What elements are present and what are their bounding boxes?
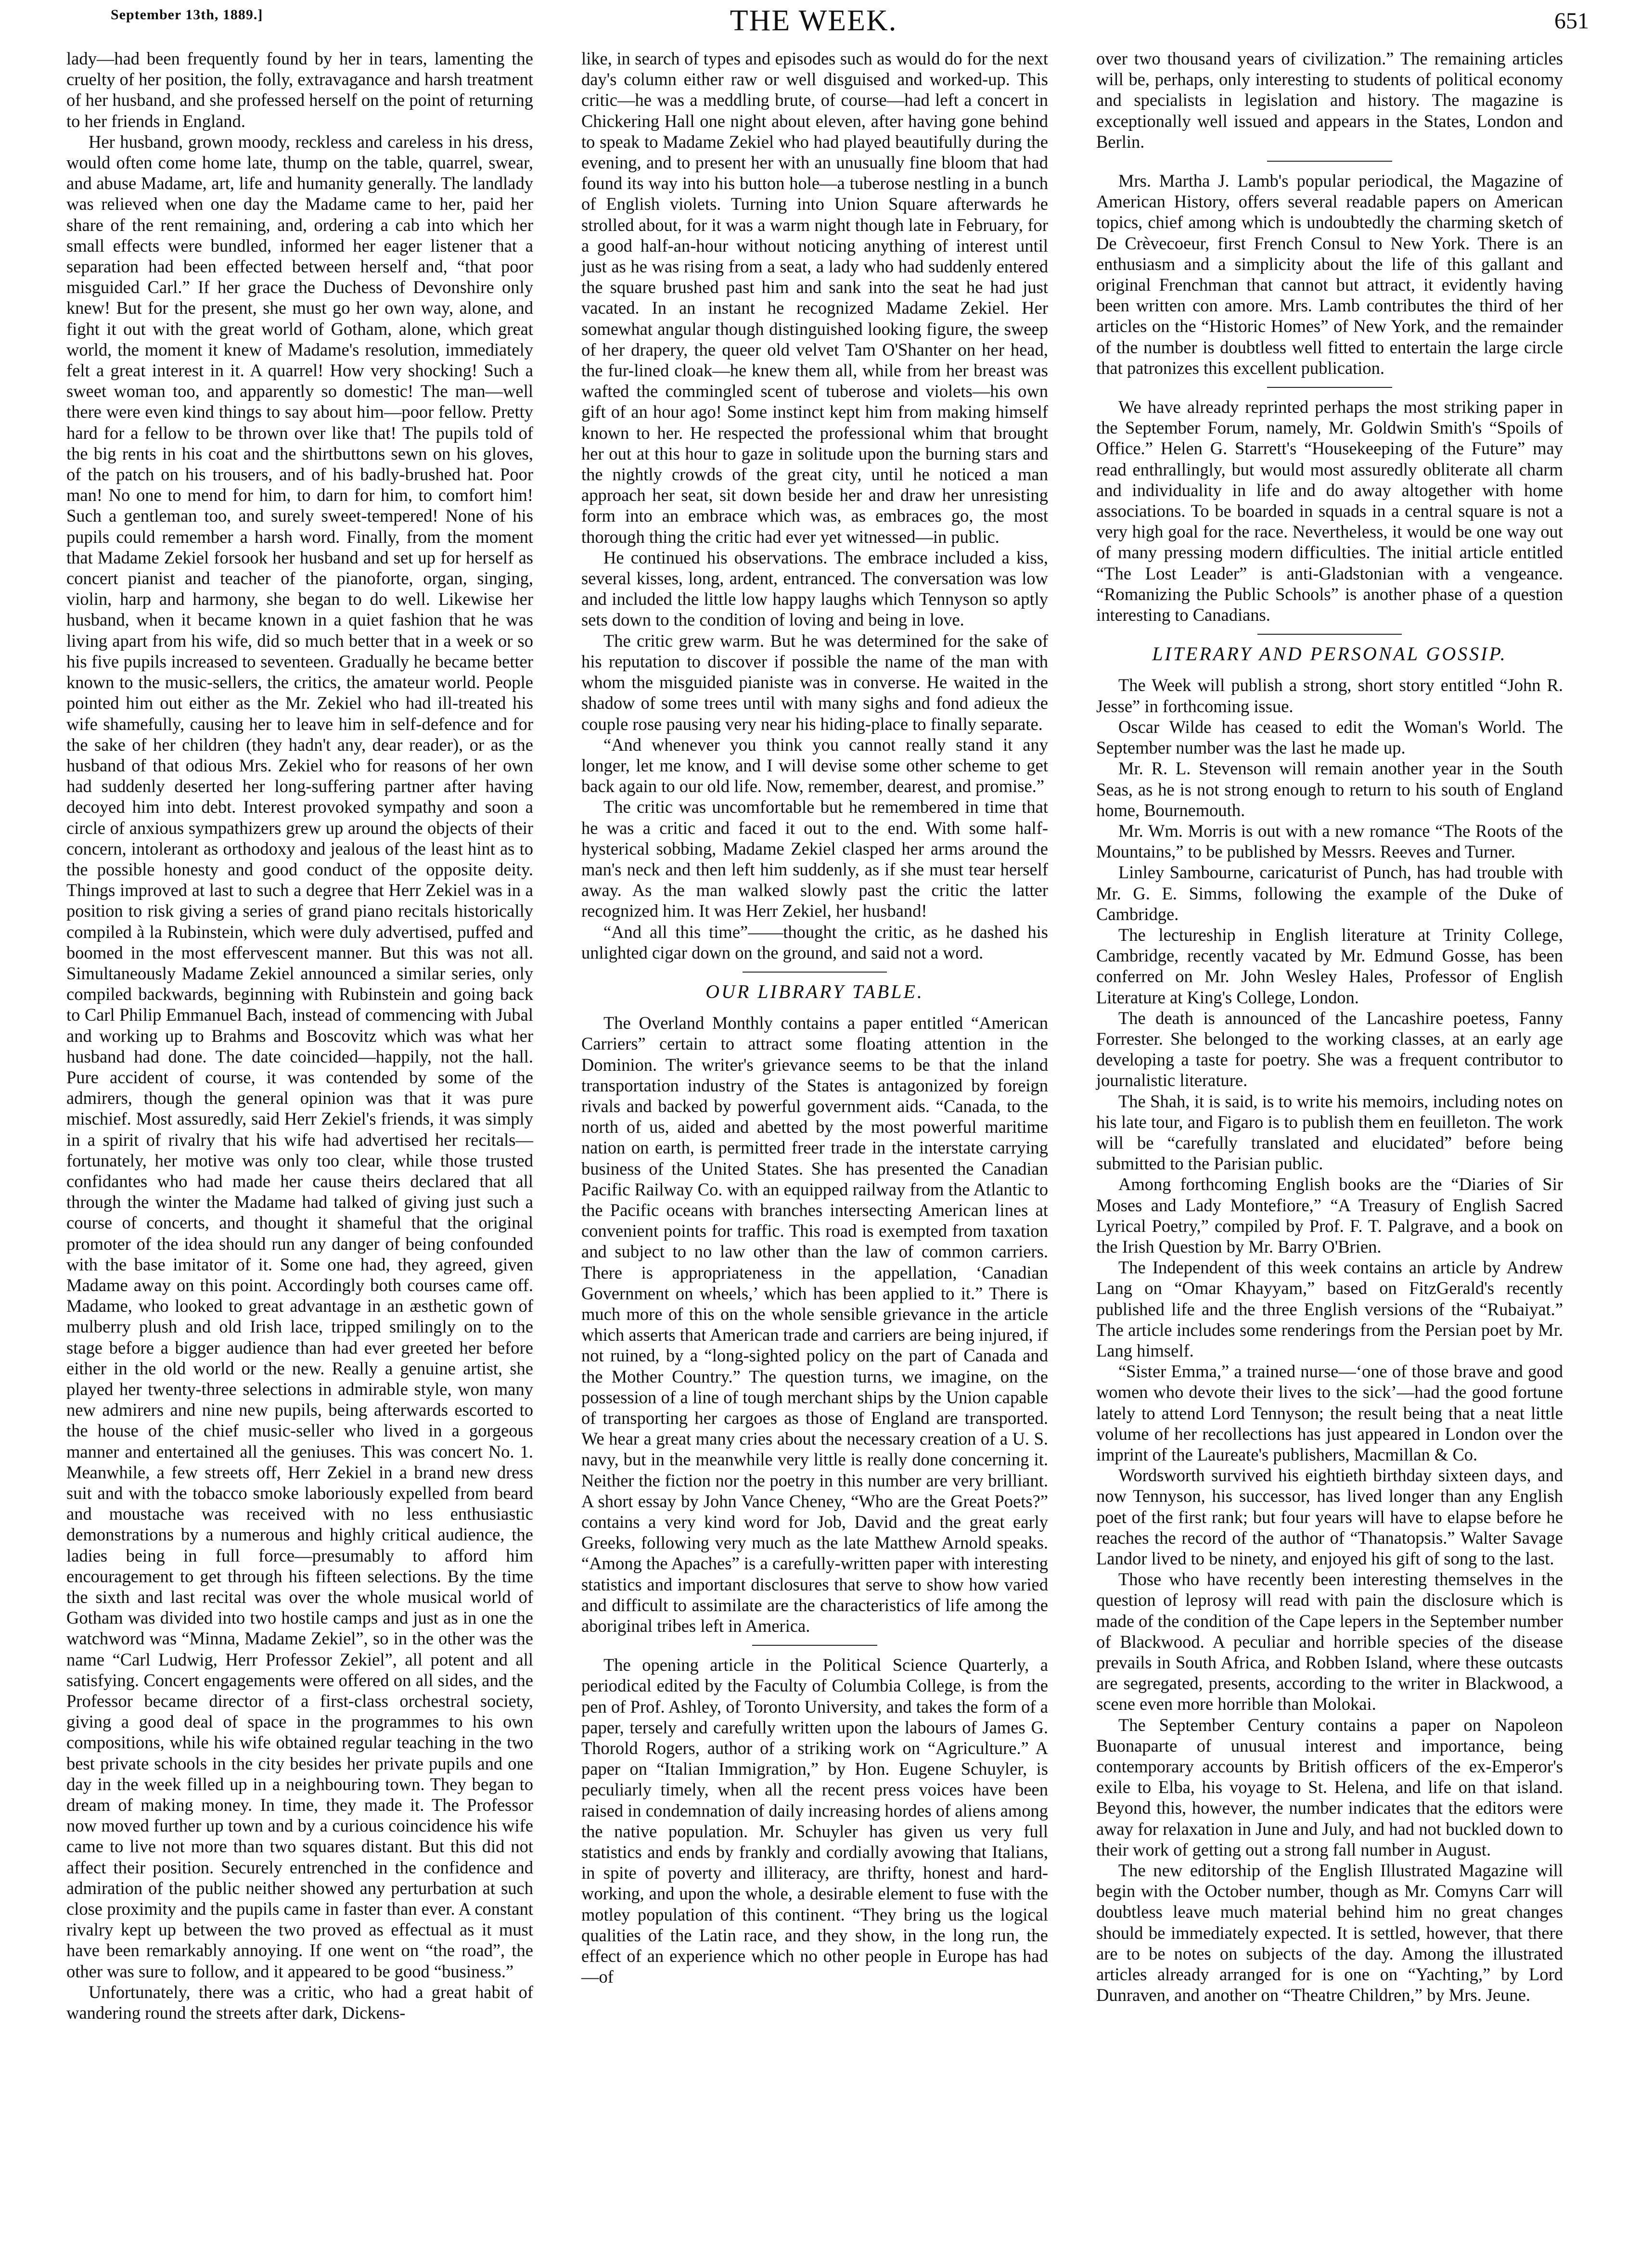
story-paragraph: “And whenever you think you cannot really stand it any longer, let me know, and I will devise some other scheme to get back again to our old life. Now, remember, dearest, and promise.” [581,734,1048,796]
gossip-heading: LITERARY AND PERSONAL GOSSIP. [1152,643,1507,665]
review-paragraph: We have already reprinted perhaps the most striking paper in the September Forum, namely, Mr. Goldwin Smith's “Spoils of Office.” Helen G. Starrett's “Housekeeping of the Future” may read enthrallingly, but would most assuredly obliterate all charm and individuality in life and do away altogether with home associations. To be boarded in squads in a central square is not a very high goal for the race. Nevertheless, it would be one way out of many pressing modern difficulties. The initial article entitled “The Lost Leader” is anti-Gladstonian with a vengeance. “Romanizing the Public Schools” is another phase of a question interesting to Canadians. [1096,397,1563,625]
story-paragraph: Unfortunately, there was a critic, who had a great habit of wandering round the streets after dark, Dickens- [66,1982,533,2023]
section-divider [1257,634,1402,635]
gossip-item: Mr. Wm. Morris is out with a new romance “The Roots of the Mountains,” to be published by Messrs. Reeves and Turner. [1096,820,1563,862]
story-paragraph: Her husband, grown moody, reckless and careless in his dress, would often come home late, thump on the table, quarrel, swear, and abuse Madame, art, life and humanity generally. The landlady was relieved when one day the Madame came to her, paid her share of the rent remaining, and, ordering a cab into which her small effects were bundled, informed her eager listener that a separation had been effected between herself and, “that poor misguided Carl.” If her grace the Duchess of Devonshire only knew! But for the present, she must go her own way, alone, and fight it out with the great world of Gotham, alone, which great world, the moment it knew of Madame's resolution, immediately felt a great interest in it. A quarrel! How very shocking! Such a sweet woman too, and apparently so domestic! The man—well there were even kind things to say about him—poor fellow. Pretty hard for a fellow to be thrown over like that! The pupils told of the big rents in his coat and the shirtbuttons sewn on his gloves, of the patch on his trousers, and of his badly-brushed hat. Poor man! No one to mend for him, to darn for him, to comfort him! Such a gentleman too, and surely sweet-tempered! None of his pupils could remember a harsh word. Finally, from the moment that Madame Zekiel forsook her husband and set up for herself as concert pianist and teacher of the pianoforte, organ, singing, violin, harp and harmony, she began to do well. Likewise her husband, when it became known in a quiet fashion that he was living apart from his wife, did so much better that in a week or so his five pupils increased to seventeen. Gradually he became better known to the music-sellers, the critics, the amateur world. People pointed him out either as the Mr. Zekiel who had ill-treated his wife shamefully, causing her to leave him in self-defence and for the sake of her children (they hadn't any, dear reader), or as the husband of that odious Mrs. Zekiel who for reasons of her own had suddenly deserted her long-suffering partner after having decoyed him into debt. Interest provoked sympathy and soon a circle of anxious sympathizers grew up around the objects of their concern, intolerant as orthodoxy and jealous of the least hint as to the possible honesty and good conduct of the opposite deity. Things improved at last to such a degree that Herr Zekiel was in a position to risk giving a series of grand piano recitals historically compiled à la Rubinstein, which were duly advertised, puffed and boomed in the most effervescent manner. But this was not all. Simultaneously Madame Zekiel announced a similar series, only compiled backwards, beginning with Rubinstein and going back to Carl Philip Emmanuel Bach, instead of commencing with Jubal and working up to Brahms and Boscovitz which was what her husband had done. The date coincided—happily, not the hall. Pure accident of course, it was contended by some of the admirers, though the general opinion was that it was pure mischief. Most assuredly, said Herr Zekiel's friends, it was simply in a spirit of rivalry that his wife had advertised her recitals—fortunately, her motive was only too clear, while those trusted confidantes who had made her cause theirs declared that all through the winter the Madame had talked of giving just such a course of concerts, and thought it shameful that the original promoter of the idea should run any danger of being confounded with the base imitator of it. Some one had, they agreed, given Madame away on this point. Accordingly both courses came off. Madame, who looked to great advantage in an æsthetic gown of mulberry plush and old Irish lace, tripped smilingly on to the stage before a bigger audience than had ever greeted her before either in the old world or the new. Really a genuine artist, she played her twenty-three selections in admirable style, won many new admirers and nine new pupils, being afterwards escorted to the house of the chief music-seller who lived in a gorgeous manner and entertained all the geniuses. This was concert No. 1. Meanwhile, a few streets off, Herr Zekiel in a brand new dress suit and with the tobacco smoke laboriously expelled from beard and moustache was received with no less enthusiastic demonstrations by a numerous and highly critical audience, the ladies being in full force—presumably to afford him encouragement to get through his fifteen selections. By the time the sixth and last recital was over the whole musical world of Gotham was divided into two hostile camps and just as in one the watchword was “Minna, Madame Zekiel”, so in the other was the name “Carl Ludwig, Herr Professor Zekiel”, all potent and all satisfying. Concert engagements were offered on all sides, and the Professor became director of a first-class orchestral society, giving a good deal of space in the programmes to his own compositions, while his wife obtained regular teaching in the two best private schools in the city besides her private pupils and one day in the week filled up in a neighbouring town. They began to dream of making money. In time, they made it. The Professor now moved further up town and by a curious coincidence his wife came to live not more than two squares distant. But this did not affect their position. Securely entrenched in the confidence and admiration of the public neither showed any perturbation at such close proximity and the pupils came in faster than ever. A constant rivalry kept up between the two proved as effectual as it must have been remarkably annoying. If one went on “the road”, the other was sure to follow, and it appeared to be good “business.” [66,131,533,1981]
masthead-title: THE WEEK. [730,4,897,37]
issue-date: September 13th, 1889.] [111,7,263,23]
gossip-item: Oscar Wilde has ceased to edit the Woman's World. The September number was the last he made up. [1096,717,1563,758]
gossip-item: The Shah, it is said, is to write his memoirs, including notes on his late tour, and Figaro is to publish them en feuilleton. The work will be “carefully translated and elucidated” before being submitted to the Parisian public. [1096,1091,1563,1174]
gossip-item: The Independent of this week contains an article by Andrew Lang on “Omar Khayyam,” based on FitzGerald's recently published life and the three English versions of the “Rubaiyat.” The article includes some renderings from the Persian poet by Mr. Lang himself. [1096,1257,1563,1360]
gossip-item: Wordsworth survived his eightieth birthday sixteen days, and now Tennyson, his successor, has lived longer than any English poet of the first rank; but four years will have to elapse before he reaches the record of the author of “Thanatopsis.” Walter Savage Landor lived to be ninety, and enjoyed his gift of song to the last. [1096,1465,1563,1569]
gossip-item: Mr. R. L. Stevenson will remain another year in the South Seas, as he is not strong enough to return to his south of England home, Bournemouth. [1096,758,1563,820]
story-paragraph: like, in search of types and episodes such as would do for the next day's column either raw or well disguised and worked-up. This critic—he was a meddling brute, of course—had left a concert in Chickering Hall one night about eleven, after having gone behind to speak to Madame Zekiel who had played beautifully during the evening, and to present her with an unusually fine bloom that had found its way into his button hole—a tuberose nestling in a bunch of English violets. Turning into Union Square afterwards he strolled about, for it was a warm night though late in February, for a good half-an-hour without noticing anything of interest until just as he was rising from a seat, a lady who had suddenly entered the square brushed past him and sank into the seat he had just vacated. In an instant he recognized Madame Zekiel. Her somewhat angular though distinguished looking figure, the sweep of her drapery, the queer old velvet Tam O'Shanter on her head, the fur-lined cloak—he knew them all, while from her breast was wafted the commingled scent of tuberose and violets—his own gift of an hour ago! Some instinct kept him from making himself known to her. He respected the professional whim that brought her out at this hour to gaze in solitude upon the burning stars and the nightly crowds of the great city, until he noticed a man approach her seat, sit down beside her and draw her unresisting form into an embrace which was, as embraces go, the most thorough thing the critic had ever yet witnessed—in public. [581,49,1048,547]
story-paragraph: “And all this time”——thought the critic, as he dashed his unlighted cigar down on the ground, and said not a word. [581,922,1048,962]
gossip-item: Linley Sambourne, caricaturist of Punch, has had trouble with Mr. G. E. Simms, following the example of the Duke of Cambridge. [1096,862,1563,924]
gossip-item: The Week will publish a strong, short story entitled “John R. Jesse” in forthcoming issue. [1096,675,1563,716]
gossip-item: “Sister Emma,” a trained nurse—‘one of those brave and good women who devote their lives to the sick’—had the good fortune lately to attend Lord Tennyson; the result being that a neat little volume of her recollections has just appeared in London over the imprint of the Laureate's publishers, Macmillan & Co. [1096,1361,1563,1464]
review-paragraph: The opening article in the Political Science Quarterly, a periodical edited by the Faculty of Columbia College, is from the pen of Prof. Ashley, of Toronto University, and takes the form of a paper, tersely and carefully written upon the labours of James G. Thorold Rogers, author of a striking work on “Agriculture.” A paper on “Italian Immigration,” by Hon. Eugene Schuyler, is peculiarly timely, when all the recent press voices have been raised in condemnation of daily increasing hordes of aliens among the native population. Mr. Schuyler has given us very full statistics and ends by frankly and cordially avowing that Italians, in spite of poverty and illiteracy, are thrifty, honest and hard-working, and upon the whole, a desirable element to fuse with the motley population of this continent. “They bring us the logical qualities of the Latin race, and they show, in the long run, the effect of an experience which no other people in Europe has had—of [581,1655,1049,1987]
column-2 [581,48,1048,1987]
page-number: 651 [1554,8,1589,34]
gossip-item: The new editorship of the English Illustrated Magazine will begin with the October number, though as Mr. Comyns Carr will doubtless leave much material behind him no great changes should be immediately expected. It is settled, however, that there are to be notes on subjects of the day. Among the illustrated articles already arranged for is one on “Yachting,” by Lord Dunraven, and another on “Theatre Children,” by Mrs. Jeune. [1096,1860,1563,2005]
gossip-item: Among forthcoming English books are the “Diaries of Sir Moses and Lady Montefiore,” “A Treasury of English Sacred Lyrical Poetry,” compiled by Prof. F. T. Palgrave, and a book on the Irish Question by Mr. Barry O'Brien. [1096,1174,1563,1256]
column-1 [66,48,533,2023]
gossip-item: The September Century contains a paper on Napoleon Buonaparte of unusual interest and importance, being contemporary accounts by British officers of the ex-Emperor's exile to Elba, his voyage to St. Helena, and life on that island. Beyond this, however, the number indicates that the editors were away for relaxation in June and July, and had not buckled down to their work of getting out a strong fall number in August. [1096,1715,1563,1859]
column-3 [1096,48,1563,2005]
review-paragraph: The Overland Monthly contains a paper entitled “American Carriers” certain to attract some floating attention in the Dominion. The writer's grievance seems to be that the inland transportation industry of the States is antagonized by foreign rivals and backed by powerful government aids. “Canada, to the north of us, aided and abetted by the most powerful maritime nation on earth, is permitted freer trade in the interstate carrying business of the United States. She has presented the Canadian Pacific Railway Co. with an equipped railway from the Atlantic to the Pacific oceans with branches intersecting American lines at convenient points for traffic. This road is exempted from taxation and subject to no law other than the law of common carriers. There is appropriateness in the appellation, ‘Canadian Government on wheels,’ which has been applied to it.” There is much more of this on the whole sensible grievance in the article which asserts that American trade and carriers are being injured, if not ruined, by a “long-sighted policy on the part of Canada and the Mother Country.” The question turns, we imagine, on the possession of a line of tough merchant ships by the Union capable of transporting her cargoes as those of England are transported. We hear a great many cries about the necessary creation of a U. S. navy, but in the meanwhile very little is really done concerning it. Neither the fiction nor the poetry in this number are very brilliant. A short essay by John Vance Cheney, “Who are the Great Poets?” contains a very kind word for Job, David and the great early Greeks, following very much as the late Matthew Arnold speaks. “Among the Apaches” is a carefully-written paper with interesting statistics and important disclosures that serve to show how varied and difficult to assimilate are the characteristics of life among the aboriginal tribes left in America. [581,1013,1048,1636]
story-paragraph: The critic grew warm. But he was determined for the sake of his reputation to discover if possible the name of the man with whom the misguided pianiste was in converse. He waited in the shadow of some trees until with many sighs and fond adieux the couple rose pausing very near his hiding-place to finally separate. [581,630,1048,734]
library-table-heading: OUR LIBRARY TABLE. [705,980,924,1002]
gossip-item: Those who have recently been interesting themselves in the question of leprosy will read with pain the disclosure which is made of the condition of the Cape lepers in the September number of Blackwood. A peculiar and horrible species of the disease prevails in South Africa, and Robben Island, where these outcasts are segregated, presents, according to the writer in Blackwood, a scene even more horrible than Molokai. [1096,1569,1563,1714]
divider [752,1645,877,1646]
story-paragraph: The critic was uncomfortable but he remembered in time that he was a critic and faced it out to the end. With some half-hysterical sobbing, Madame Zekiel clasped her arms around the man's neck and then left him suddenly, as if she must tear herself away. As the man walked slowly past the critic the latter recognized him. It was Herr Zekiel, her husband! [581,797,1048,921]
section-divider [743,972,887,973]
story-paragraph: He continued his observations. The embrace included a kiss, several kisses, long, ardent, entranced. The conversation was low and included the little low happy laughs which Tennyson so aptly sets down to the condition of loving and being in love. [581,547,1048,630]
gossip-item: The death is announced of the Lancashire poetess, Fanny Forrester. She belonged to the working classes, at an early age developing a taste for poetry. She was a frequent contributor to journalistic literature. [1096,1008,1563,1090]
divider [1267,387,1392,388]
story-continuation: lady—had been frequently found by her in tears, lamenting the cruelty of her position, the folly, extravagance and harsh treatment of her husband, and she professed herself on the point of returning to her friends in England. [66,49,533,131]
review-paragraph: Mrs. Martha J. Lamb's popular periodical, the Magazine of American History, offers several readable papers on American topics, chief among which is undoubtedly the charming sketch of De Crèvecoeur, first French Consul to New York. There is an enthusiasm and a simplicity about the life of this gallant and original Frenchman that cannot but attract, it evidently having been written con amore. Mrs. Lamb contributes the third of her articles on the “Historic Homes” of New York, and the remainder of the number is doubtless well fitted to entertain the large circle that patronizes this excellent publication. [1096,171,1563,378]
gossip-item: The lectureship in English literature at Trinity College, Cambridge, recently vacated by Mr. Edmund Gosse, has been conferred on Mr. John Wesley Hales, Professor of English Literature at King's College, London. [1096,924,1563,1007]
review-continuation: over two thousand years of civilization.” The remaining articles will be, perhaps, only interesting to students of political economy and specialists in legislation and history. The magazine is exceptionally well issued and appears in the States, London and Berlin. [1096,49,1563,152]
divider [1267,161,1392,162]
